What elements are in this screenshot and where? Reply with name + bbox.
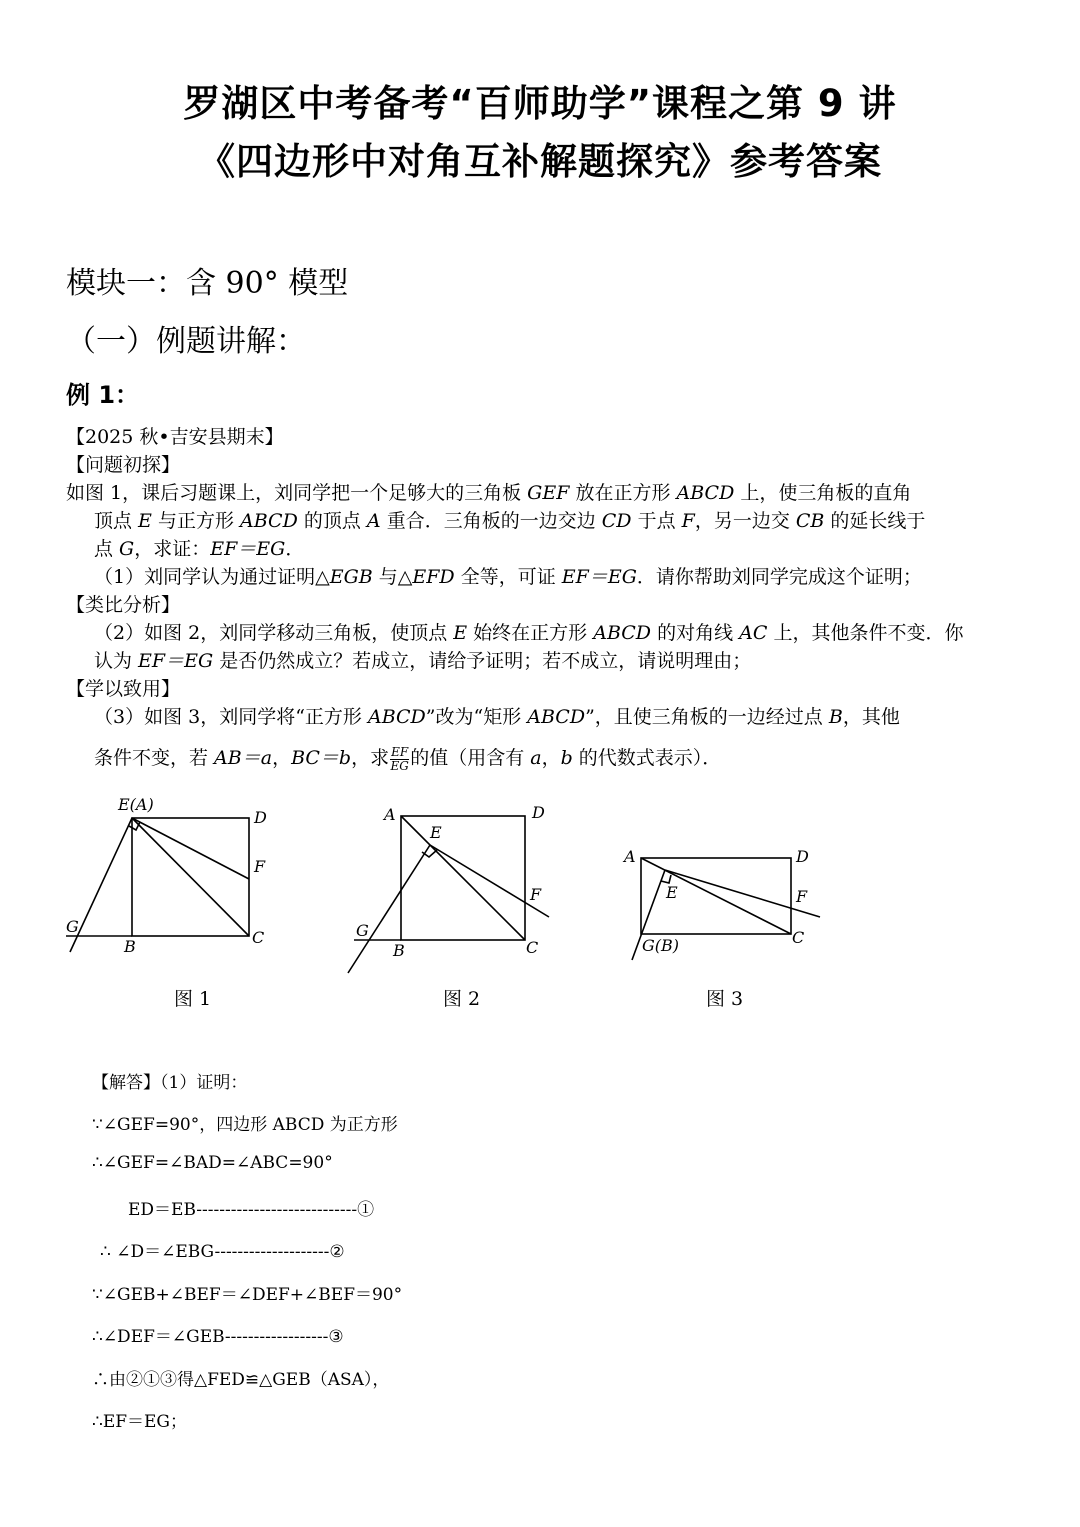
problem-line: 如图 1，课后习题课上，刘同学把一个足够大的三角板 GEF 放在正方形 ABCD 上，使三角板的直角 xyxy=(66,482,912,504)
label-c: C xyxy=(526,938,539,957)
problem-source: 【2025 秋•吉安县期末】 xyxy=(66,426,284,448)
label-f: F xyxy=(796,887,808,906)
solution-line: ∴∠GEF=∠BAD=∠ABC=90° xyxy=(92,1153,333,1173)
question-1: （1）刘同学认为通过证明△EGB 与△EFD 全等，可证 EF＝EG．请你帮助刘同学完成这个证明； xyxy=(94,566,922,588)
label-b: B xyxy=(124,937,136,956)
label-e: E xyxy=(430,823,442,842)
subsection-heading: （一）例题讲解： xyxy=(66,324,306,359)
module-heading: 模块一：含 90° 模型 xyxy=(66,266,349,301)
solution-line: ∴∠DEF＝∠GEB------------------③ xyxy=(92,1327,344,1347)
figure-1-diagram xyxy=(60,790,290,970)
figure-3-caption: 图 3 xyxy=(706,988,744,1010)
solution-line: ∴由②①③得△FED≌△GEB（ASA）， xyxy=(92,1370,390,1390)
part-heading: 【类比分析】 xyxy=(66,594,181,616)
part-heading: 【问题初探】 xyxy=(66,454,181,476)
label-a: A xyxy=(624,847,636,866)
label-d: D xyxy=(532,803,545,822)
label-g: G xyxy=(356,921,369,940)
figure-2-diagram xyxy=(340,790,570,980)
problem-line: 顶点 E 与正方形 ABCD 的顶点 A 重合．三角板的一边交边 CD 于点 F，另一边交 CB 的延长线于 xyxy=(94,510,926,532)
label-ea: E(A) xyxy=(118,795,154,814)
label-f: F xyxy=(530,885,542,904)
part-heading: 【学以致用】 xyxy=(66,678,181,700)
label-c: C xyxy=(792,928,805,947)
solution-line: 【解答】（1）证明： xyxy=(92,1073,248,1093)
label-a: A xyxy=(384,805,396,824)
example-heading: 例 1： xyxy=(66,381,140,409)
problem-line: 点 G，求证：EF＝EG． xyxy=(94,538,305,560)
label-d: D xyxy=(796,847,809,866)
label-g: G xyxy=(66,917,79,936)
document-title-line1: 罗湖区中考备考“百师助学”课程之第 9 讲 xyxy=(183,82,897,125)
label-f: F xyxy=(254,857,266,876)
document-title-line2: 《四边形中对角互补解题探究》参考答案 xyxy=(198,140,882,183)
figure-1-caption: 图 1 xyxy=(174,988,212,1010)
solution-line: ED＝EB----------------------------① xyxy=(128,1200,375,1220)
label-e: E xyxy=(666,883,678,902)
fraction-ef-eg: $\frac{EF}{EG}$ xyxy=(390,744,409,773)
solution-line: ∴EF＝EG； xyxy=(92,1412,188,1432)
label-b: B xyxy=(393,941,405,960)
question-3-line2: 条件不变，若 AB＝a，BC＝b，求 $\frac{EF}{EG}$ 的值（用含有 a，b 的代数式表示）． xyxy=(94,744,722,773)
question-2-line2: 认为 EF＝EG 是否仍然成立？若成立，请给予证明；若不成立，请说明理由； xyxy=(94,650,752,672)
solution-line: ∵∠GEF=90°，四边形 ABCD 为正方形 xyxy=(92,1115,398,1135)
label-c: C xyxy=(252,928,265,947)
solution-line: ∵∠GEB+∠BEF＝∠DEF+∠BEF＝90° xyxy=(92,1285,403,1305)
question-3: （3）如图 3，刘同学将“正方形 ABCD”改为“矩形 ABCD”，且使三角板的一边经过点 B，其他 xyxy=(94,706,900,728)
label-gb: G(B) xyxy=(642,936,680,955)
figure-3-diagram xyxy=(610,790,840,970)
solution-line: ∴ ∠D＝∠EBG--------------------② xyxy=(100,1242,345,1262)
figure-2-caption: 图 2 xyxy=(443,988,481,1010)
question-2: （2）如图 2，刘同学移动三角板，使顶点 E 始终在正方形 ABCD 的对角线 AC 上，其他条件不变．你 xyxy=(94,622,964,644)
label-d: D xyxy=(254,808,267,827)
